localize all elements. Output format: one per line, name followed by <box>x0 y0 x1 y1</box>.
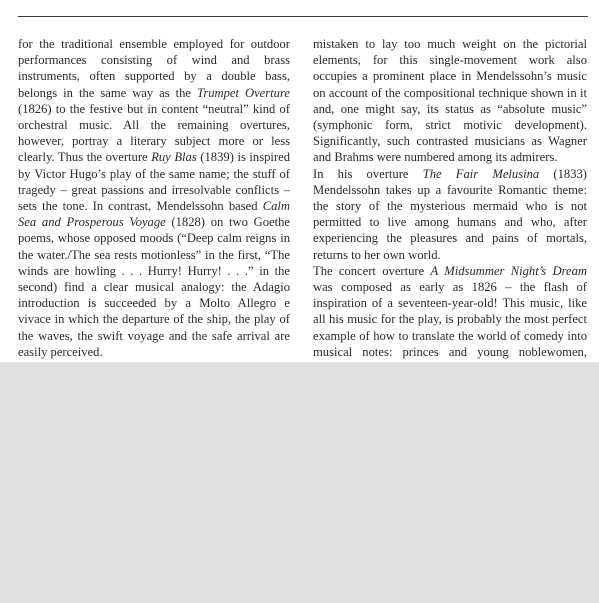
paragraph <box>18 36 290 360</box>
text-run: (1839) is inspired by Victor Hugo’s play of the same name; the stuff of tragedy – great passions and irresolvable conflicts – sets the tone. In contrast, Mendelssohn based <box>18 150 290 214</box>
paragraph <box>313 166 587 263</box>
text-run: (1826) to the festive but in content “neutral” kind of orchestral music. All the remaining overtures, however, portray a literary subject more or less clearly. Thus the overture <box>18 101 290 165</box>
blank-grey-region <box>0 362 599 603</box>
paragraph <box>313 36 587 166</box>
text-run: The concert overture <box>313 263 431 278</box>
left-column <box>18 36 290 392</box>
italic-title: Calm Sea and Prosperous Voyage <box>18 199 290 230</box>
text-run: mistaken to lay too much weight on the pictorial elements, for this single-movement work also occupies a prominent place in Mendelssohn’s music on account of the compositional technique shown in it and, one might say, its status as “absolute music” (symphonic form, strict motivic development). Significantly, such contrasted musicians as Wagner and Brahms were numbered among its admirers. <box>313 37 587 165</box>
italic-title: Trumpet Overture <box>197 85 290 100</box>
text-run: (1833) Mendelssohn takes up a favourite Romantic theme: the story of the mysterious mermaid who is not permitted to live among humans and who, after experiencing the pleasures and pains of mortals, returns to her own world. <box>313 166 587 262</box>
right-column <box>313 36 587 392</box>
italic-title: A Midsummer Night’s Dream <box>430 263 588 278</box>
text-run: In his overture <box>313 166 423 181</box>
text-run: for the traditional ensemble employed for outdoor performances consisting of wind and brass instruments, often supported by a double bass, belongs in the same way as the <box>18 37 290 100</box>
text-run: was composed as early as 1826 – the flash of inspiration of a seventeen-year-old! This music, like all his music for the play, is probably the most perfect example of how to translate the world of comedy into musical notes: princes and young noblewomen, <box>313 280 587 359</box>
italic-title: Ruy Blas <box>151 150 197 165</box>
text-run: (1828) on two Goethe poems, whose opposed moods (“Deep calm reigns in the water./The sea rests motionless” in the first, “The winds are howling . . . Hurry! Hurry! . . .” in the second) find a clear musical analogy: the Adagio introduction is succeeded by a Molto Allegro e vivace in which the departure of the ship, the play of the waves, the swift voyage and the safe arrival are easily perceived. <box>18 215 290 359</box>
italic-title: The Fair Melusina <box>422 166 540 181</box>
